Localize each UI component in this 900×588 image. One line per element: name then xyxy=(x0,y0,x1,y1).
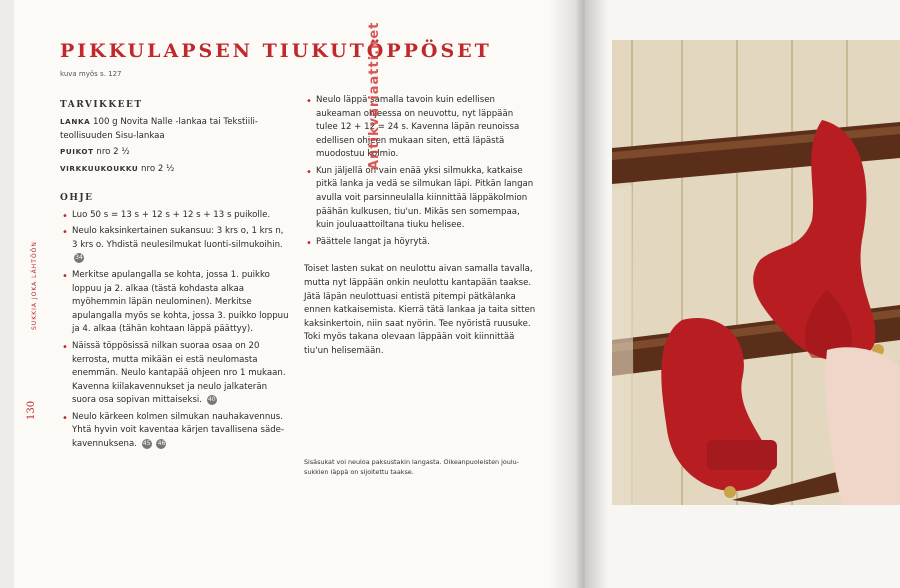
running-head-label: SUKKIA JOKA LÄHTÖÖN xyxy=(31,241,38,330)
instruction-text: Kun jäljellä on vain enää yksi silmukka, katkaise pitkä lanka ja vedä se silmukan läpi. Pitkän langan avulla voit parsinneulalla kiinnittää läppäkolmion päähän kulkusen, tiu'un. Mikäs sen somempaa, kuin jouluaattoiltana tiuku helisee. xyxy=(316,165,534,231)
materials-heading: TARVIKKEET xyxy=(60,100,143,110)
right-column xyxy=(304,94,536,358)
material-text: nro 2 ½ xyxy=(96,147,130,158)
page-subtitle: kuva myös s. 127 xyxy=(60,70,122,78)
figure-ref-badge: 46 xyxy=(157,439,166,447)
figure-ref-badge: 34 xyxy=(75,253,83,261)
socks-photo-illustration xyxy=(612,40,900,505)
body-paragraph: Toiset lasten sukat on neulottu aivan samalla tavalla, mutta nyt läppään onkin neulottu kantapään taakse. Jätä läpän neulottuasi entistä pitempi pätkälanka ennen katkaisemista. Kierrä tätä lankaa ja taita sitten kaksinkertoin, niin saat nyörin. Tee nyöristä ruusuke. Toki myös takana olevaan läppään voit kiinnittää tiu'un helisemään. xyxy=(304,264,536,356)
instruction-item xyxy=(304,94,536,162)
photo-caption: Sisäsukat voi neuloa paksustakin langasta. Oikeanpuoleisten joulu-sukkien läppä on sijoitettu taakse. xyxy=(304,458,519,476)
figure-ref-badge: 40 xyxy=(207,395,216,403)
material-item xyxy=(60,163,290,177)
material-label: PUIKOT xyxy=(60,147,94,157)
left-column xyxy=(60,98,290,455)
instruction-text: Päättele langat ja höyrytä. xyxy=(316,236,430,247)
instruction-text: Näissä töppösissä nilkan suoraa osaa on 20 kerrosta, mutta mikään ei estä neulomasta enemmän. Neulo kantapää ohjeen nro 1 mukaan. Kavenna kiilakavennukset ja neulo jalkaterän suora osa sopivan mittaiseksi. xyxy=(72,340,286,406)
instruction-item xyxy=(60,340,290,408)
running-head xyxy=(31,241,38,330)
material-text: 100 g Novita Nalle -lankaa tai Tekstiili-teollisuuden Sisu-lankaa xyxy=(60,117,258,141)
instruction-text: Neulo läppä samalla tavoin kuin edellisen aukeaman ohjeessa on neuvottu, nyt läppään tulee 12 + 12 = 24 s. Kavenna läpän reunoissa edellisen ohjeen mukaan siten, että läpästä muodostuu kolmio. xyxy=(316,95,520,160)
instruction-item xyxy=(60,209,290,223)
instruction-item xyxy=(304,165,536,233)
material-text: nro 2 ½ xyxy=(141,163,175,174)
watermark: Antikvariaatti.net xyxy=(367,21,382,170)
socks-photo xyxy=(612,40,900,505)
material-label: LANKA xyxy=(60,117,91,127)
instruction-list-continued xyxy=(304,94,536,249)
material-label: VIRKKUUKOUKKU xyxy=(60,163,139,173)
instruction-item xyxy=(60,225,290,266)
material-item xyxy=(60,116,290,143)
material-item xyxy=(60,146,290,160)
instruction-text: Neulo kaksinkertainen sukansuu: 3 krs o, 1 krs n, 3 krs o. Yhdistä neulesilmukat luonti-silmukoihin. xyxy=(72,226,284,250)
book-gutter xyxy=(548,0,608,588)
figure-ref-badge: 45 xyxy=(142,439,151,447)
page-number: 130 xyxy=(26,400,37,420)
instruction-text: Luo 50 s = 13 s + 12 s + 12 s + 13 s puikolle. xyxy=(72,209,271,220)
instruction-text: Neulo kärkeen kolmen silmukan nauhakavennus. Yhtä hyvin voit kaventaa kärjen tavallisena säde-kavennuksena. xyxy=(72,411,285,449)
instruction-item xyxy=(60,411,290,452)
instructions-heading: OHJE xyxy=(60,192,94,203)
instruction-item xyxy=(60,269,290,337)
instruction-text: Merkitse apulangalla se kohta, jossa 1. puikko loppuu ja 2. alkaa (tästä kohdasta alkaa myöhemmin läpän neulominen). Merkitse apulangalla myös se kohta, jossa 3. puikko loppuu ja 4. alkaa (tähän kohtaan läppä päättyy). xyxy=(72,270,289,335)
instruction-list xyxy=(60,209,290,452)
page-title: PIKKULAPSEN TIUKUTÖPPÖSET xyxy=(60,40,492,62)
instruction-item xyxy=(304,236,536,250)
